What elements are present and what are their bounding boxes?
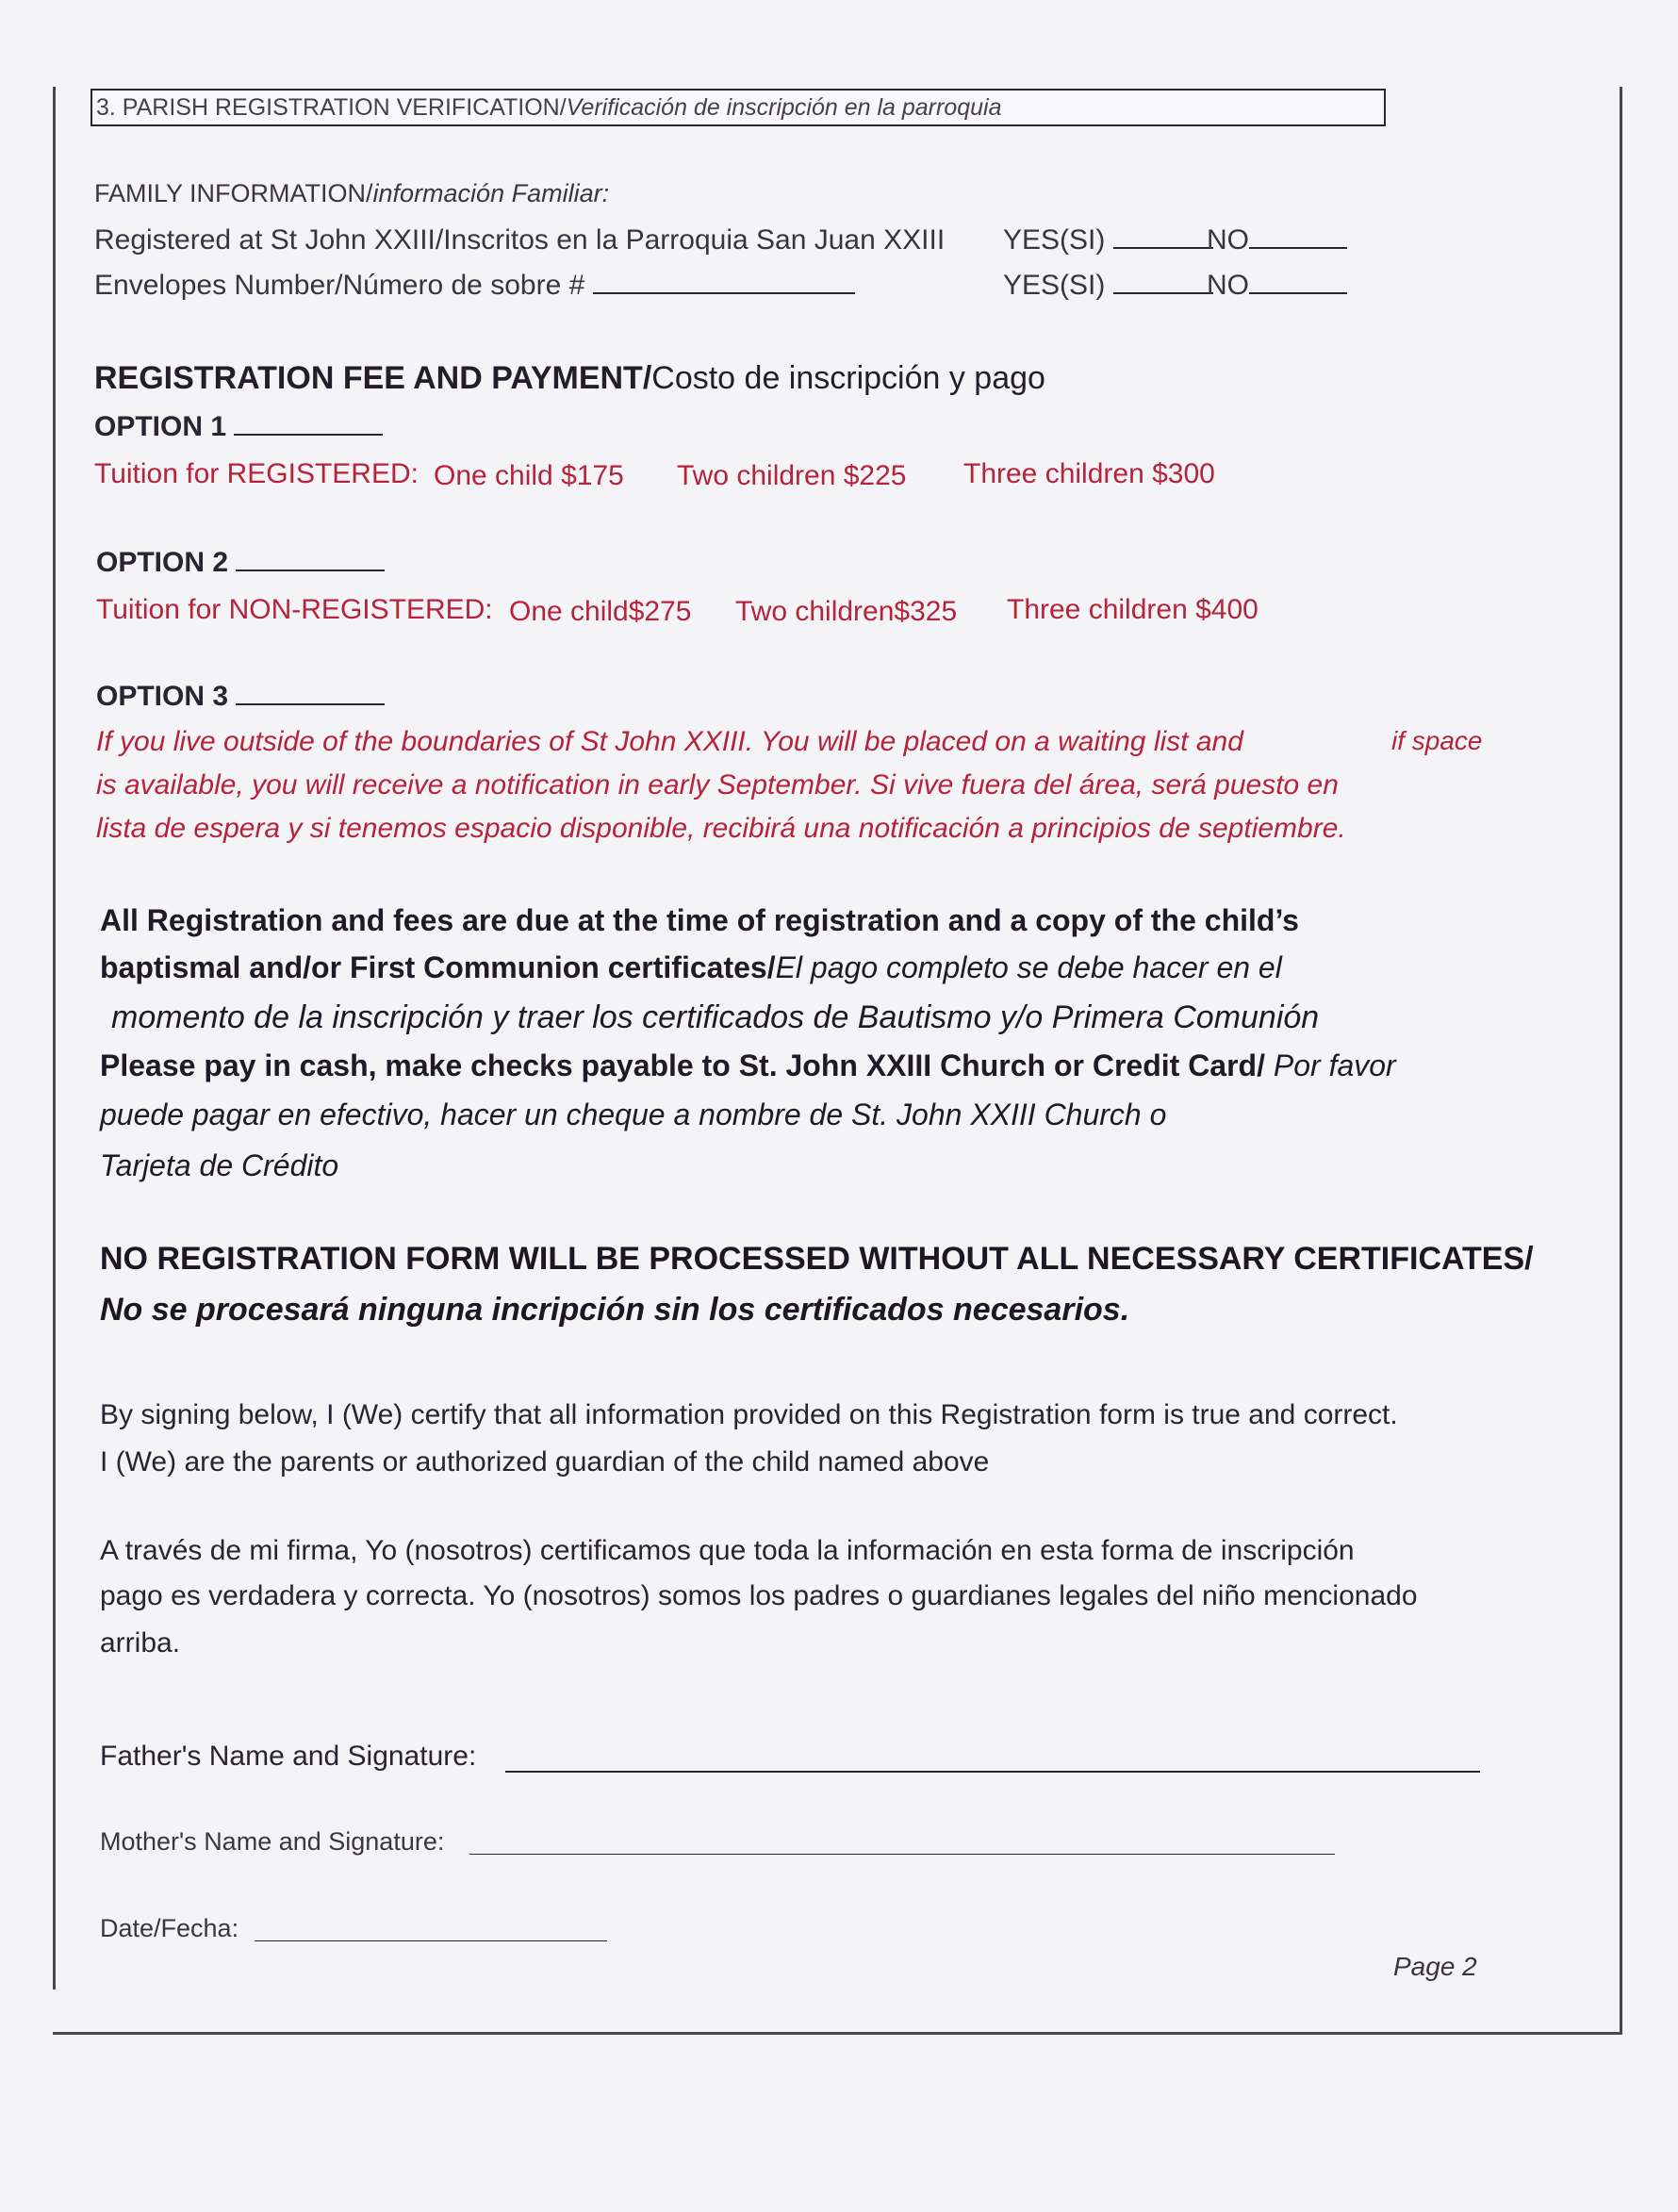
registered-no: NO (1207, 224, 1347, 256)
registered-yes-blank[interactable] (1113, 247, 1213, 249)
registered-no-blank[interactable] (1249, 247, 1347, 249)
envelope-yes: YES(SI) (1003, 270, 1213, 302)
mother-signature-label: Mother's Name and Signature: (100, 1827, 445, 1856)
registered-yes: YES(SI) (1003, 224, 1213, 256)
page-border-right (1620, 87, 1622, 2035)
father-signature-line[interactable] (505, 1771, 1480, 1773)
payment-line6: Tarjeta de Crédito (100, 1148, 339, 1182)
option1-two-children: Two children $225 (677, 460, 907, 491)
payment-line5: puede pagar en efectivo, hacer un cheque a nombre de St. John XXIII Church o (100, 1098, 1167, 1131)
option2-two-children: Two children$325 (735, 596, 958, 627)
notice-line2: No se procesará ninguna incripción sin los certificados necesarios. (100, 1292, 1130, 1328)
payment-line1: All Registration and fees are due at the time of registration and a copy of the child’s (100, 903, 1299, 937)
option3-blank[interactable] (236, 703, 385, 705)
option1-one-child: One child $175 (434, 460, 624, 491)
envelope-yes-blank[interactable] (1113, 292, 1213, 294)
option3-text-if-space: if space (1391, 726, 1483, 755)
payment-line2: baptismal and/or First Communion certificates/El pago completo se debe hacer en el (100, 950, 1282, 984)
family-info-label: FAMILY INFORMATION/información Familiar: (94, 179, 610, 207)
certify-en-line1: By signing below, I (We) certify that all information provided on this Registration form is true and correct. (100, 1399, 1398, 1430)
father-signature-label: Father's Name and Signature: (100, 1741, 477, 1772)
option3-text-line3: lista de espera y si tenemos espacio disponible, recibirá una notificación a principios de septiembre. (96, 813, 1346, 844)
envelope-no: NO (1207, 270, 1347, 302)
envelope-number-field[interactable] (593, 292, 855, 294)
notice-line1: NO REGISTRATION FORM WILL BE PROCESSED WITHOUT ALL NECESSARY CERTIFICATES/ (100, 1241, 1534, 1277)
option2-one-child: One child$275 (509, 596, 692, 627)
payment-line3: momento de la inscripción y traer los certificados de Bautismo y/o Primera Comunión (111, 999, 1320, 1035)
option2-label: OPTION 2 (96, 547, 385, 579)
option1-three-children: Three children $300 (963, 458, 1215, 489)
option2-three-children: Three children $400 (1007, 594, 1258, 625)
section-title-es: Verificación de inscripción en la parroquia (566, 94, 1002, 121)
envelope-no-blank[interactable] (1249, 292, 1347, 294)
page-border-left (53, 87, 56, 1989)
option3-text-line1: If you live outside of the boundaries of St John XXIII. You will be placed on a waiting list and (96, 726, 1243, 757)
envelope-question: Envelopes Number/Número de sobre # (94, 270, 855, 302)
option1-blank[interactable] (234, 434, 383, 436)
option2-blank[interactable] (236, 570, 385, 571)
certify-es-line2: pago es verdadera y correcta. Yo (nosotros) somos los padres o guardianes legales del niño mencionado (100, 1580, 1418, 1611)
certify-es-line1: A través de mi firma, Yo (nosotros) certificamos que toda la información en esta forma de inscripción (100, 1535, 1355, 1566)
option3-text-line2: is available, you will receive a notification in early September. Si vive fuera del área, será puesto en (96, 769, 1339, 801)
date-label: Date/Fecha: (100, 1914, 239, 1942)
option3-label: OPTION 3 (96, 681, 385, 713)
registered-question: Registered at St John XXIII/Inscritos en la Parroquia San Juan XXIII (94, 224, 946, 256)
certify-es-line3: arriba. (100, 1627, 181, 1659)
fee-title: REGISTRATION FEE AND PAYMENT/Costo de inscripción y pago (94, 360, 1045, 396)
payment-line4: Please pay in cash, make checks payable to St. John XXIII Church or Credit Card/ Por favor (100, 1048, 1396, 1082)
section-title: 3. PARISH REGISTRATION VERIFICATION/ (96, 94, 567, 121)
page-border-bottom (53, 2032, 1622, 2035)
option1-label: OPTION 1 (94, 411, 383, 443)
mother-signature-line[interactable] (469, 1854, 1335, 1855)
date-line[interactable] (255, 1940, 607, 1941)
certify-en-line2: I (We) are the parents or authorized guardian of the child named above (100, 1446, 990, 1477)
option1-intro: Tuition for REGISTERED: (94, 458, 419, 489)
page-number: Page 2 (1393, 1952, 1477, 1981)
option2-intro: Tuition for NON-REGISTERED: (96, 594, 493, 625)
section-header (90, 89, 1386, 126)
